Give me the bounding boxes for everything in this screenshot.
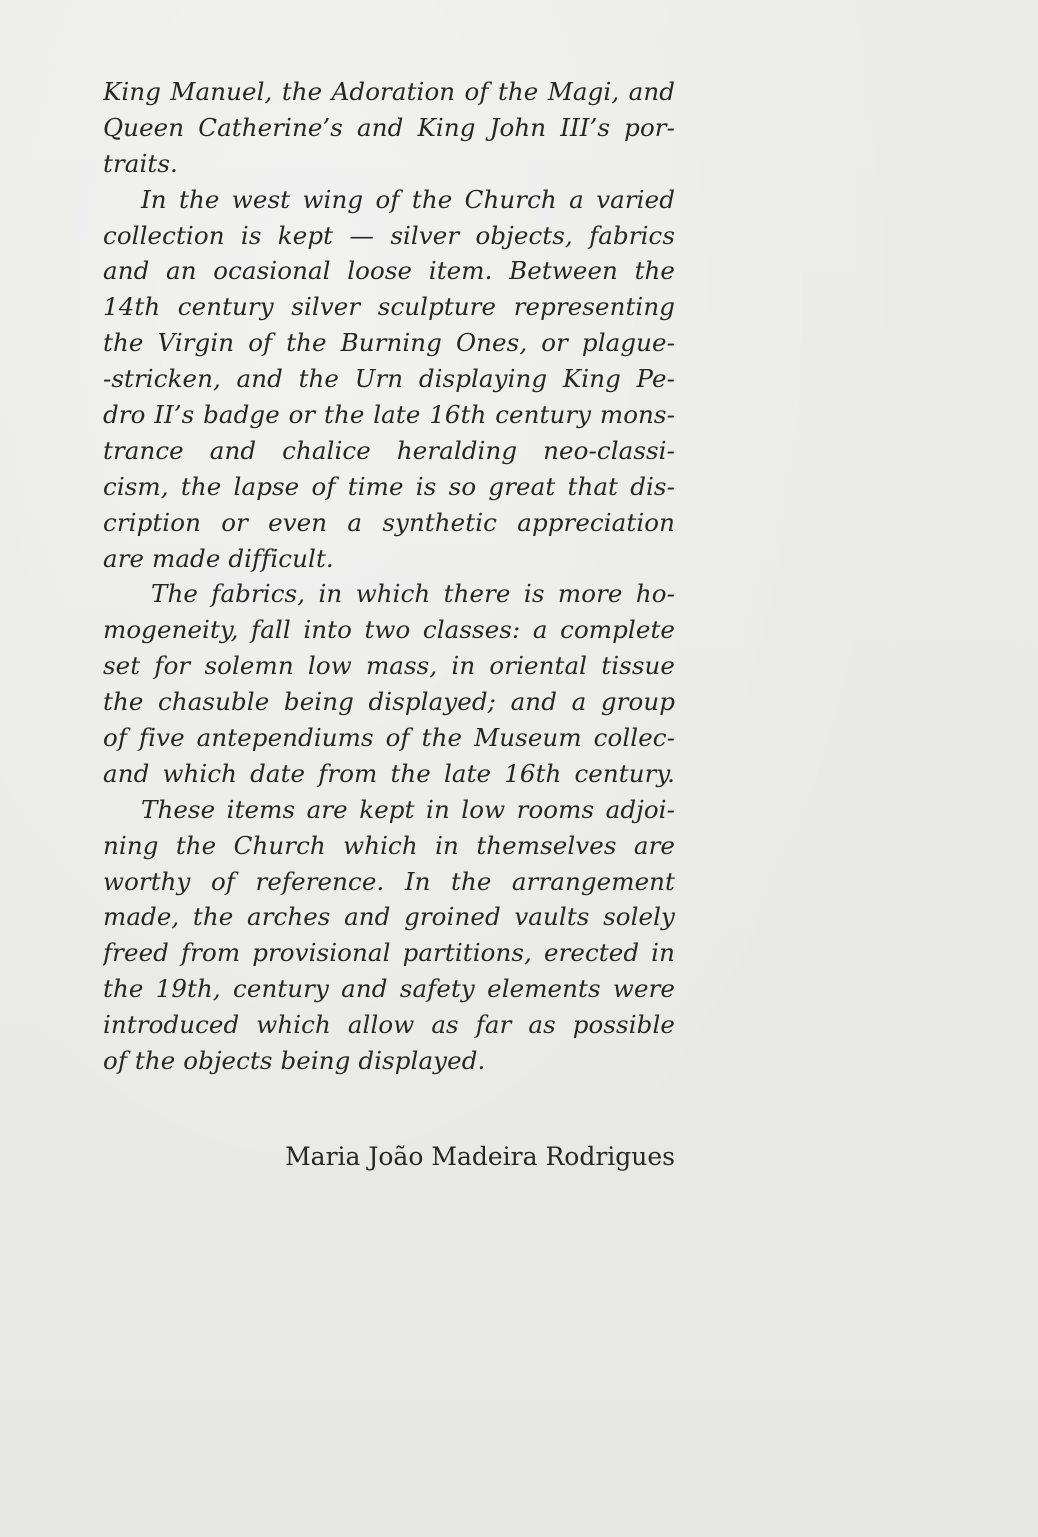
text-line: made, the arches and groined vaults solely xyxy=(103,902,675,932)
text-line: cription or even a synthetic appreciation xyxy=(103,507,675,537)
text-line: and an ocasional loose item. Between the xyxy=(103,256,675,286)
text-line: introduced which allow as far as possible xyxy=(103,1010,675,1040)
text-line: traits. xyxy=(103,148,178,178)
paragraph-1 xyxy=(103,74,675,182)
text-line: collection is kept — silver objects, fabrics xyxy=(103,220,675,250)
text-line: These items are kept in low rooms adjoi- xyxy=(141,794,675,824)
text-line: cism, the lapse of time is so great that dis- xyxy=(103,471,675,501)
text-line: of the objects being displayed. xyxy=(103,1046,486,1076)
text-line: In the west wing of the Church a varied xyxy=(141,184,675,214)
text-line: 14th century silver sculpture representing xyxy=(103,292,675,322)
body-text xyxy=(103,74,675,1079)
text-line: ning the Church which in themselves are xyxy=(103,830,675,860)
text-line: the 19th, century and safety elements were xyxy=(103,974,675,1004)
paragraph-4 xyxy=(103,792,675,1079)
text-line: set for solemn low mass, in oriental tissue xyxy=(103,651,675,681)
text-line: are made difficult. xyxy=(103,543,334,573)
text-line: the Virgin of the Burning Ones, or plague- xyxy=(103,328,675,358)
text-line: of five antependiums of the Museum collec- xyxy=(103,723,675,753)
text-line: freed from provisional partitions, erected in xyxy=(103,938,675,968)
text-line: The fabrics, in which there is more ho- xyxy=(151,579,675,609)
text-line: -stricken, and the Urn displaying King Pe- xyxy=(103,364,675,394)
text-line: Queen Catherine’s and King John III’s por- xyxy=(103,112,675,142)
paragraph-2 xyxy=(103,182,675,577)
text-line: mogeneity, fall into two classes: a complete xyxy=(103,615,675,645)
text-line: the chasuble being displayed; and a group xyxy=(103,687,675,717)
author-signature: Maria João Madeira Rodrigues xyxy=(285,1142,675,1171)
text-line: worthy of reference. In the arrangement xyxy=(103,866,675,896)
text-line: dro II’s badge or the late 16th century mons- xyxy=(103,400,675,430)
text-line: King Manuel, the Adoration of the Magi, and xyxy=(103,77,675,106)
text-line: trance and chalice heralding neo-classi- xyxy=(103,435,675,465)
paragraph-3 xyxy=(103,576,675,791)
text-line: and which date from the late 16th century. xyxy=(103,758,675,788)
